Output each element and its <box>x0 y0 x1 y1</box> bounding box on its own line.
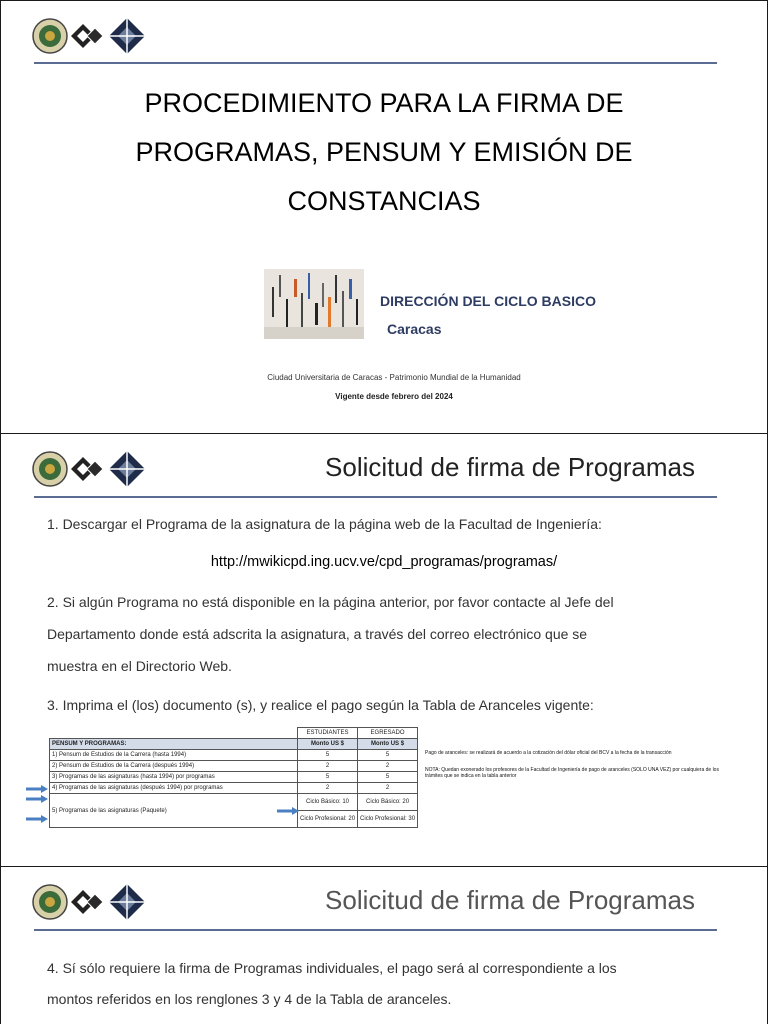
row-graduates-fee: Ciclo Profesional: 30 <box>358 811 418 828</box>
validity-footer: Vigente desde febrero del 2024 <box>335 392 453 401</box>
row-label: 1) Pensum de Estudios de la Carrera (hasta 1994) <box>50 750 298 761</box>
row-graduates-fee: 2 <box>358 761 418 772</box>
slide-signature-request-cont <box>0 866 768 1024</box>
header-rule <box>34 496 717 498</box>
diamond-logo-icon <box>109 18 145 54</box>
row-graduates-fee: Ciclo Básico: 20 <box>358 794 418 811</box>
university-seal-icon <box>33 885 67 919</box>
arrow-right-icon <box>26 815 48 823</box>
row-graduates-fee: 5 <box>358 750 418 761</box>
arrow-right-icon <box>26 785 48 793</box>
programs-url-link[interactable]: http://mwikicpd.ing.ucv.ve/cpd_programas/programas/ <box>210 554 558 570</box>
row-label: 3) Programas de las asignaturas (hasta 1994) por programas <box>50 772 298 783</box>
section-label: PENSUM Y PROGRAMAS: <box>50 739 298 750</box>
amount-header: Monto US $ <box>298 739 358 750</box>
table-row <box>50 761 418 772</box>
table-row <box>50 783 418 794</box>
row-students-fee: 5 <box>298 750 358 761</box>
col-header-students: ESTUDIANTES <box>298 728 358 739</box>
table-row <box>50 772 418 783</box>
exemption-note: NOTA: Quedan exonerado los profesores de la Facultad de Ingeniería de pago de aranceles (SOLO UNA VEZ) por cualquiera de los trámites que se indica en la tabla anterior <box>425 767 719 779</box>
row-students-fee: 2 <box>298 783 358 794</box>
title-line: PROGRAMAS, PENSUM Y EMISIÓN DE <box>135 137 633 167</box>
slide-cover <box>0 0 768 434</box>
diamond-logo-icon <box>109 451 145 487</box>
city-name: Caracas <box>387 321 442 337</box>
step-2-line: muestra en el Directorio Web. <box>47 658 232 674</box>
title-line: PROCEDIMIENTO PARA LA FIRMA DE <box>144 88 624 118</box>
faculty-logo-icon <box>71 890 103 914</box>
step-1-text: 1. Descargar el Programa de la asignatura de la página web de la Facultad de Ingeniería: <box>47 516 602 532</box>
step-4-line: 4. Sí sólo requiere la firma de Programas individuales, el pago será al correspondiente a los <box>47 960 617 976</box>
row-students-fee: Ciclo Profesional: 20 <box>298 811 358 828</box>
row-students-fee: 2 <box>298 761 358 772</box>
arrow-right-icon <box>26 795 48 803</box>
row-label: 5) Programas de las asignaturas (Paquete) <box>50 794 298 828</box>
payment-note: Pago de aranceles: se realizará de acuerdo a la cotización del dólar oficial del BCV a la fecha de la transacción <box>425 750 672 756</box>
slide-title: Solicitud de firma de Programas <box>325 885 695 915</box>
amount-header: Monto US $ <box>358 739 418 750</box>
table-row <box>50 794 418 811</box>
document-title <box>61 79 707 226</box>
university-seal-icon <box>33 452 67 486</box>
slide-signature-request <box>0 433 768 867</box>
faculty-logo-icon <box>71 457 103 481</box>
arrow-right-icon <box>277 807 299 815</box>
heritage-footer: Ciudad Universitaria de Caracas - Patrimonio Mundial de la Humanidad <box>267 373 521 382</box>
institution-logos <box>31 881 149 923</box>
step-4-line: montos referidos en los renglones 3 y 4 de la Tabla de aranceles. <box>47 991 452 1007</box>
row-graduates-fee: 5 <box>358 772 418 783</box>
col-header-graduates: EGRESADO <box>358 728 418 739</box>
step-2-line: Departamento donde está adscrita la asignatura, a través del correo electrónico que se <box>47 626 588 642</box>
step-3-text: 3. Imprima el (los) documento (s), y realice el pago según la Tabla de Aranceles vigente: <box>47 697 594 713</box>
table-row <box>50 750 418 761</box>
title-line: CONSTANCIAS <box>287 186 481 216</box>
step-2-line: 2. Si algún Programa no está disponible en la página anterior, por favor contacte al Jefe del <box>47 594 614 610</box>
row-label: 2) Pensum de Estudios de la Carrera (después 1994) <box>50 761 298 772</box>
row-students-fee: Ciclo Básico: 10 <box>298 794 358 811</box>
campus-mural-image <box>264 269 364 339</box>
faculty-logo-icon <box>71 24 103 48</box>
department-name: DIRECCIÓN DEL CICLO BASICO <box>380 293 596 309</box>
row-students-fee: 5 <box>298 772 358 783</box>
institution-logos <box>31 15 149 57</box>
header-rule <box>34 929 717 931</box>
fee-table <box>49 727 421 840</box>
university-seal-icon <box>33 19 67 53</box>
diamond-logo-icon <box>109 884 145 920</box>
row-graduates-fee: 2 <box>358 783 418 794</box>
institution-logos <box>31 448 149 490</box>
slide-title: Solicitud de firma de Programas <box>325 452 695 482</box>
header-rule <box>34 62 717 64</box>
row-label: 4) Programas de las asignaturas (después 1994) por programas <box>50 783 298 794</box>
